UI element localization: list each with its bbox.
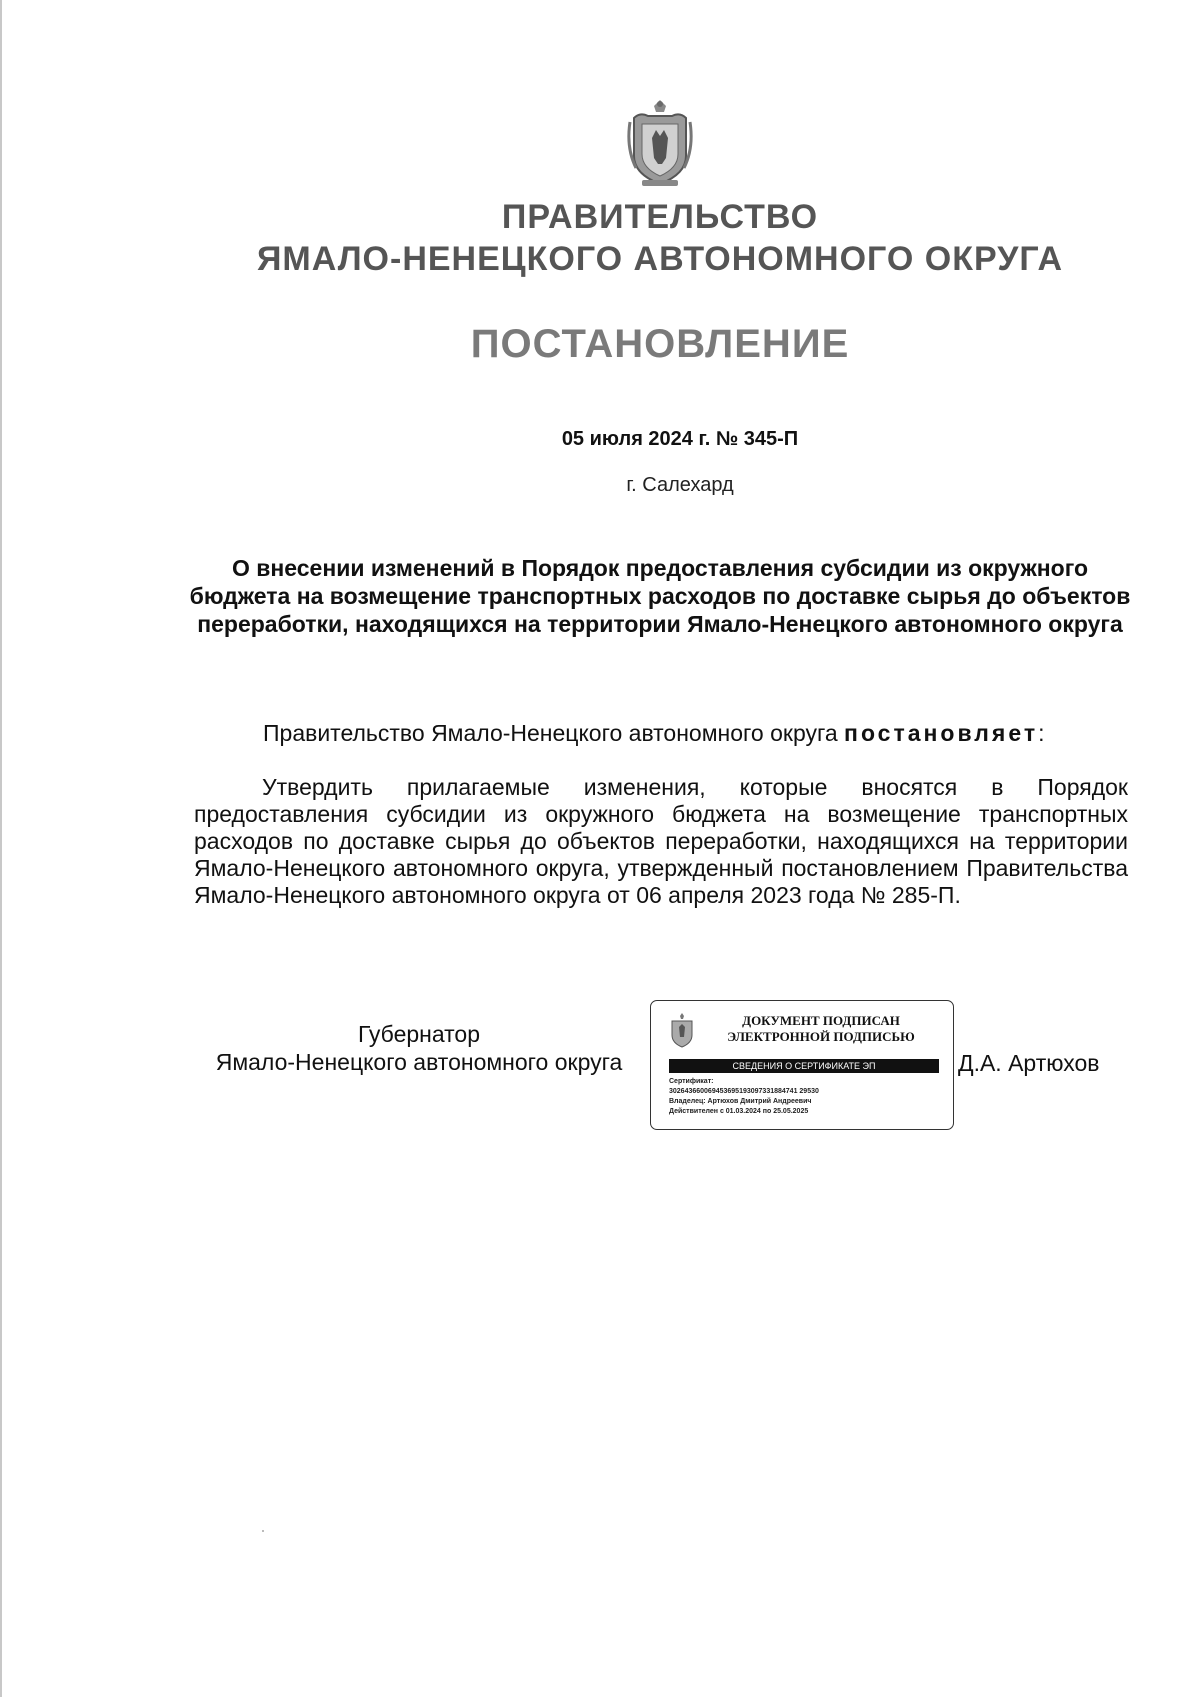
stamp-title-line1: ДОКУМЕНТ ПОДПИСАН [742, 1013, 900, 1028]
certificate-owner: Владелец: Артюхов Дмитрий Андреевич [669, 1098, 812, 1105]
position-line2: Ямало-Ненецкого автономного округа [215, 1049, 623, 1075]
decree-colon: : [1038, 720, 1045, 746]
coat-of-arms-emblem [620, 98, 700, 190]
decree-intro-text: Правительство Ямало-Ненецкого автономного округа [263, 720, 845, 746]
government-title-line2: ЯМАЛО-НЕНЕЦКОГО АВТОНОМНОГО ОКРУГА [256, 240, 1064, 278]
position-line1: Губернатор [357, 1021, 481, 1047]
decree-intro [263, 720, 1044, 747]
decree-verb: постановляет [844, 720, 1039, 746]
signatory-name: Д.А. Артюхов [958, 1050, 1100, 1076]
body-paragraph: Утвердить прилагаемые изменения, которые вносятся в Порядок предоставления субсидии из окружного бюджета на возмещение транспортных расходов по доставке сырья до объектов переработки, находящихся на территории Ямало-Ненецкого автономного округа, утвержденный постановлением Правительства Ямало-Ненецкого автономного округа от 06 апреля 2023 года № 285-П. [194, 774, 1128, 908]
certificate-info-bar: СВЕДЕНИЯ О СЕРТИФИКАТЕ ЭП [669, 1059, 939, 1073]
government-title-line1: ПРАВИТЕЛЬСТВО [501, 198, 819, 236]
certificate-number: 302643660069453695193097331884741 29530 [669, 1088, 819, 1095]
electronic-signature-stamp [650, 1000, 954, 1130]
certificate-details [669, 1077, 819, 1117]
document-type: ПОСТАНОВЛЕНИЕ [470, 322, 850, 366]
signatory-position [194, 1020, 644, 1076]
date-and-number: 05 июля 2024 г. № 345-П [561, 428, 799, 450]
stamp-emblem-icon [669, 1013, 695, 1049]
certificate-label: Сертификат: [669, 1078, 714, 1085]
stamp-title [701, 1013, 941, 1045]
certificate-validity: Действителен с 01.03.2024 по 25.05.2025 [669, 1108, 809, 1115]
stamp-title-line2: ЭЛЕКТРОННОЙ ПОДПИСЬЮ [727, 1029, 915, 1044]
city: г. Салехард [626, 474, 734, 496]
document-subject: О внесении изменений в Порядок предоставления субсидии из окружного бюджета на возмещение транспортных расходов по доставке сырья до объектов переработки, находящихся на территории Ямало-Ненецкого автономного округа [189, 555, 1131, 637]
scan-speck [262, 1530, 264, 1532]
